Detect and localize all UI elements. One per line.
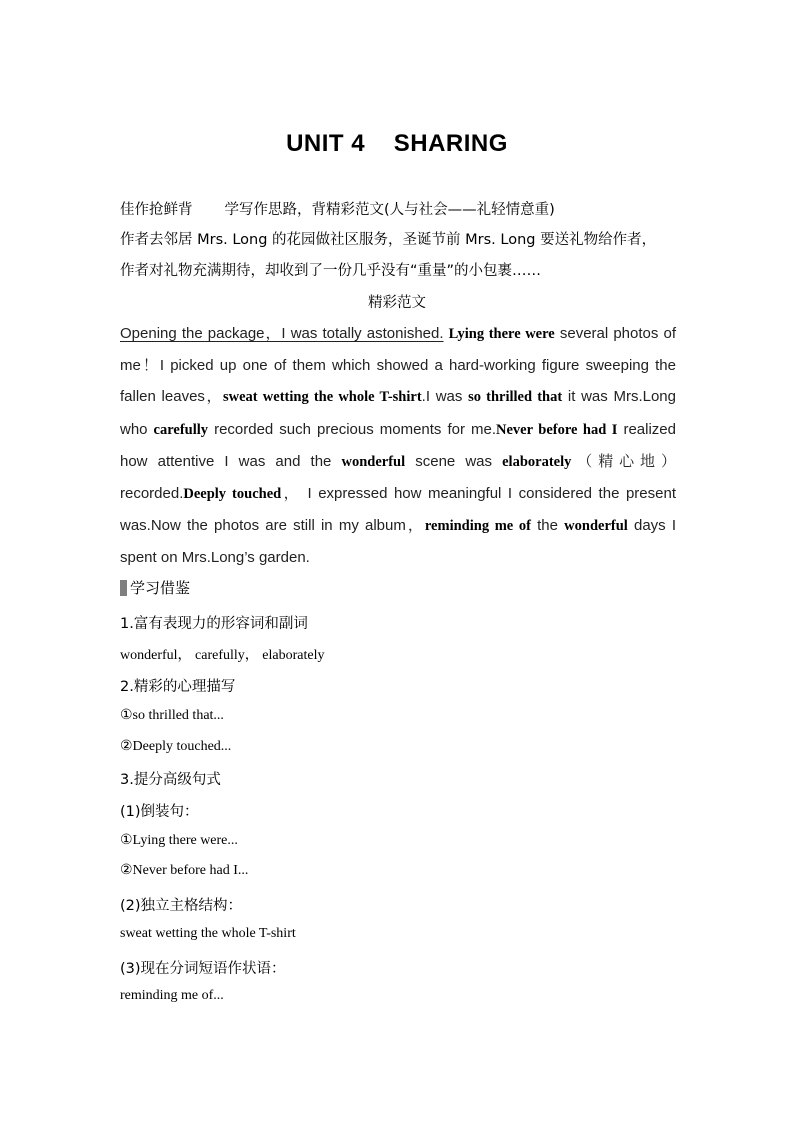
key-phrase: Deeply touched [183, 486, 282, 503]
study-item-heading: 1.富有表现力的形容词和副词 [120, 616, 308, 632]
essay-text: several photos of me！I picked up one of them which showed a hard-working figure sweeping the fallen leaves， [120, 325, 676, 406]
essay-text: recorded such precious moments for me. [208, 420, 496, 438]
key-phrase: elaborately [502, 453, 572, 470]
study-item-example: ①so thrilled that... [120, 708, 224, 723]
intro-description: 学写作思路，背精彩范文(人与社会——礼轻情意重) [224, 202, 555, 218]
essay-text: it was Mrs.Long who [120, 388, 676, 438]
key-phrase: wonderful [341, 453, 406, 470]
unit-number: UNIT 4 [286, 130, 366, 157]
essay-text: scene was [405, 452, 503, 470]
essay-text: （精心地）recorded. [120, 452, 676, 503]
study-item-example: ①Lying there were... [120, 833, 238, 848]
key-phrase: so thrilled that [468, 389, 563, 406]
intro-line-2: 作者对礼物充满期待，却收到了一份几乎没有“重量”的小包裹…… [120, 263, 542, 279]
study-item-example: ②Deeply touched... [120, 739, 232, 754]
essay-text: days I spent on Mrs.Long’s garden. [120, 517, 677, 567]
key-phrase: Lying there were [448, 326, 555, 342]
intro-heading [120, 198, 555, 219]
key-phrase: carefully [153, 421, 209, 438]
essay-text: .I was [421, 388, 469, 406]
study-heading-text: 学习借鉴 [130, 579, 191, 597]
essay-text: realized how attentive I was and the [120, 420, 676, 470]
study-section-heading [120, 577, 190, 598]
section-marker-icon [120, 580, 127, 596]
study-item-heading: (3)现在分词短语作状语： [120, 961, 286, 977]
essay-text: ， I expressed how meaningful I considered the present was.Now the photos are still in my album， [120, 485, 676, 535]
essay-opening: Opening the package，I was totally astonished. [120, 325, 444, 342]
study-item-example: wonderful， carefully， elaborately [120, 648, 325, 663]
page-title [0, 130, 794, 158]
model-essay [120, 318, 676, 574]
study-item-heading: (2)独立主格结构： [120, 898, 243, 914]
study-item-example: sweat wetting the whole T-shirt [120, 926, 296, 941]
study-item-heading: 3.提分高级句式 [120, 772, 221, 788]
unit-name: SHARING [393, 130, 508, 157]
study-item-heading: (1)倒装句： [120, 804, 199, 820]
key-phrase: reminding me of [424, 518, 531, 535]
study-item-example: ②Never before had I... [120, 863, 249, 878]
study-item-example: reminding me of... [120, 988, 224, 1003]
key-phrase: wonderful [564, 518, 628, 535]
key-phrase: sweat wetting the whole T-shirt [223, 389, 422, 406]
essay-text: the [530, 517, 565, 535]
study-item-heading: 2.精彩的心理描写 [120, 679, 236, 695]
essay-heading: 精彩范文 [368, 295, 426, 311]
intro-line-1: 作者去邻居 Mrs. Long 的花园做社区服务，圣诞节前 Mrs. Long 要送礼物给作者， [120, 232, 657, 248]
intro-label: 佳作抢鲜背 [120, 202, 193, 218]
key-phrase: Never before had I [496, 421, 618, 438]
